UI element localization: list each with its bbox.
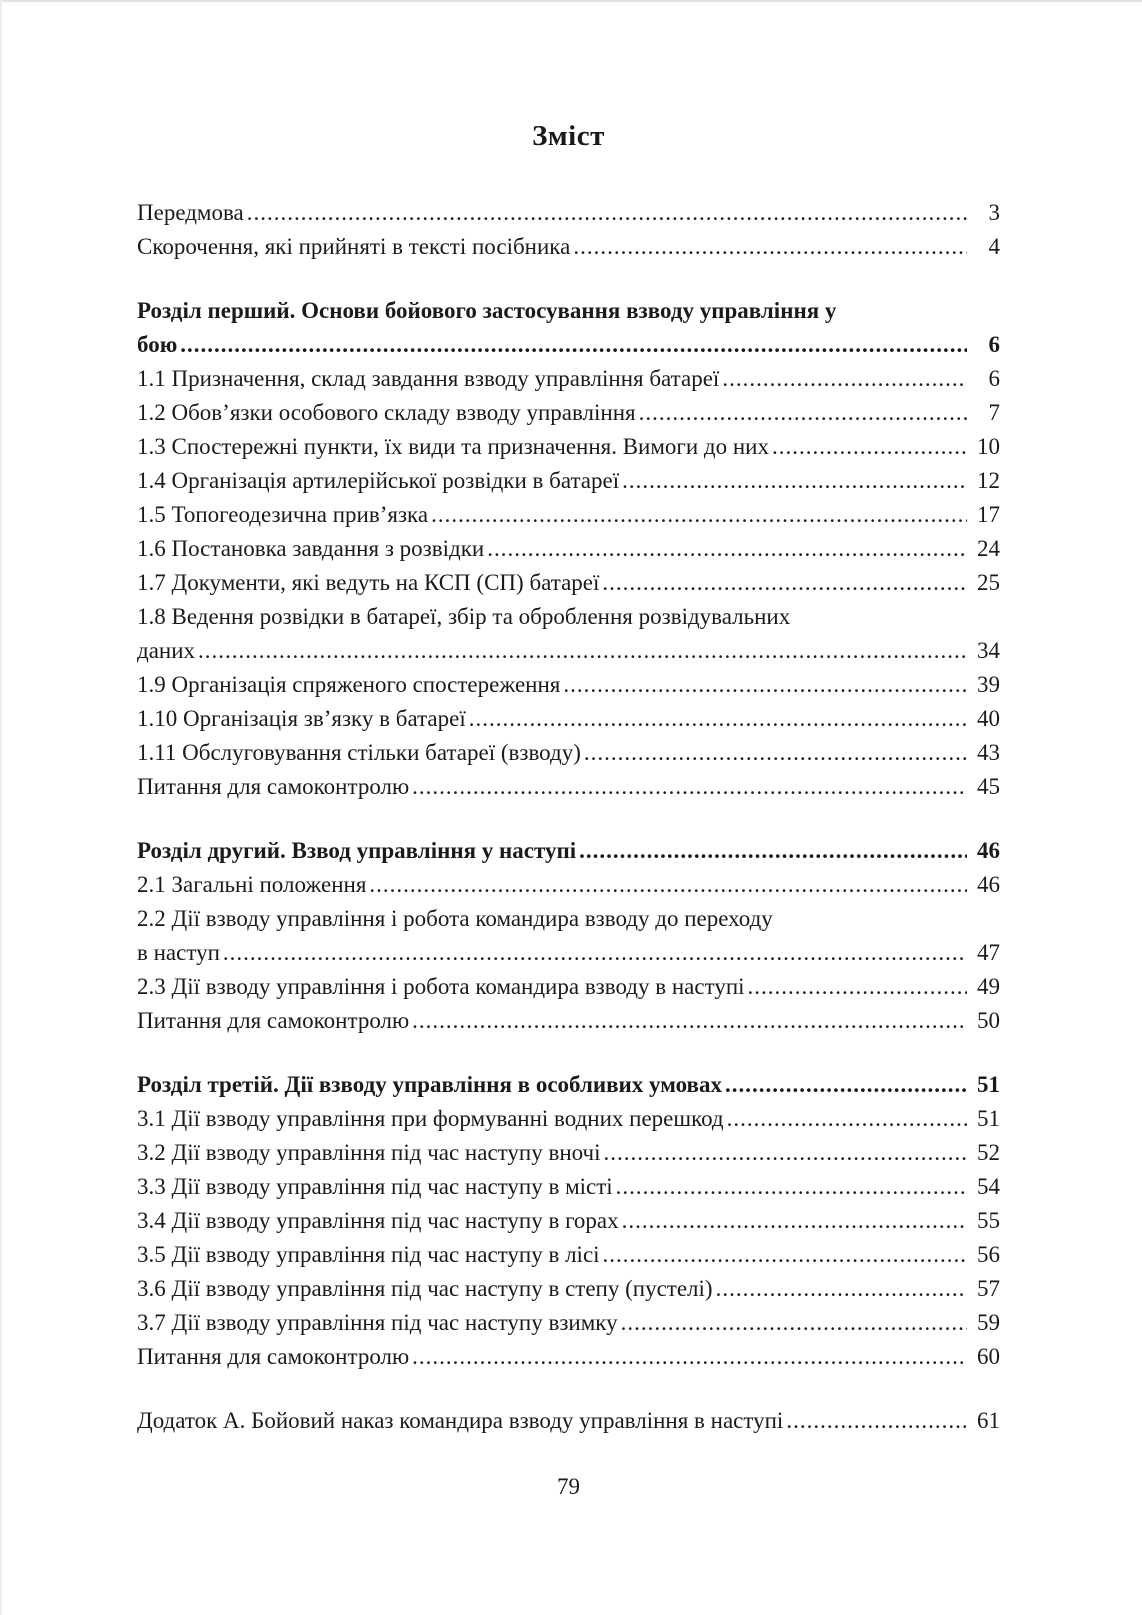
toc-entry-text: бою [137,332,178,357]
dot-leader [722,1068,967,1102]
toc-entry-text: 3.1 Дії взводу управління при формуванні водних перешкод [137,1106,724,1131]
toc-entry-text: 2.3 Дії взводу управління і робота командира взводу в наступі [137,974,745,999]
dot-leader [195,634,967,668]
dot-leader [783,1404,967,1438]
toc-entry [137,902,1000,936]
toc-entry [137,230,1000,264]
toc-entry-page: 40 [977,706,1000,731]
toc-entry-page: 45 [977,774,1000,799]
toc-entry [137,396,1000,430]
toc-entry-text: 1.4 Організація артилерійської розвідки в батареї [137,468,620,493]
dot-leader [560,668,967,702]
dot-leader [177,328,967,362]
toc-entry-text: 1.3 Спостережні пункти, їх види та призначення. Вимоги до них [137,434,769,459]
toc-entry [137,1404,1000,1438]
toc-entry-page: 59 [977,1310,1000,1335]
toc-entry-page: 54 [977,1174,1000,1199]
dot-leader [466,702,967,736]
toc-entry-text: 1.11 Обслуговування стільки батареї (взводу) [137,740,581,765]
toc-entry-page: 50 [977,1008,1000,1033]
toc-entry-page: 61 [977,1408,1000,1433]
toc-entry-page: 57 [977,1276,1000,1301]
dot-leader [618,1306,967,1340]
toc-entry-page: 43 [977,740,1000,765]
toc-entry [137,498,1000,532]
scan-edge-top [0,0,1142,2]
toc-entry-text: Передмова [137,200,244,225]
toc-entry-text: в наступ [137,940,220,965]
dot-leader [613,1170,967,1204]
dot-leader [409,1004,967,1038]
toc-entry-page: 56 [977,1242,1000,1267]
toc-entry [137,668,1000,702]
toc-entry [137,464,1000,498]
toc-entry-text: 1.8 Ведення розвідки в батареї, збір та оброблення розвідувальних [137,604,791,629]
toc-entry [137,1238,1000,1272]
toc-entry-page: 47 [977,940,1000,965]
toc-entry-page: 24 [977,536,1000,561]
page-number: 79 [557,1474,580,1499]
toc-entry-page: 10 [977,434,1000,459]
dot-leader [409,770,967,804]
dot-leader [636,396,967,430]
toc-entry-text: 1.10 Організація зв’язку в батареї [137,706,466,731]
dot-leader [619,464,967,498]
toc-entry-text: Розділ третій. Дії взводу управління в особливих умовах [137,1072,722,1097]
toc-entry-page: 25 [977,570,1000,595]
dot-leader [600,1238,967,1272]
toc-entry-text: 2.2 Дії взводу управління і робота командира взводу до переходу [137,906,773,931]
toc-entry-text: 1.5 Топогеодезична прив’язка [137,502,429,527]
toc-entry-text: 3.4 Дії взводу управління під час наступу в горах [137,1208,619,1233]
dot-leader [244,196,967,230]
toc-entry-page: 46 [977,838,1000,863]
toc-entry [137,600,1000,634]
toc-entry [137,1068,1000,1102]
toc-entry [137,970,1000,1004]
toc-entry-text: Питання для самоконтролю [137,774,410,799]
toc-entry-page: 60 [977,1344,1000,1369]
toc-entry-page: 51 [977,1072,1000,1097]
dot-leader [724,1102,967,1136]
toc-entry [137,566,1000,600]
toc-entry-text: 3.7 Дії взводу управління під час наступу взимку [137,1310,618,1335]
toc-entry-page: 55 [977,1208,1000,1233]
dot-leader [428,498,967,532]
toc-entry-page: 4 [988,234,1000,259]
toc-entry-text: даних [137,638,196,663]
toc-entry-text: Розділ другий. Взвод управління у наступі [137,838,577,863]
toc-entry-text: 1.7 Документи, які ведуть на КСП (СП) батареї [137,570,600,595]
toc-entry [137,1170,1000,1204]
toc-entry-text: 3.2 Дії взводу управління під час наступу вночі [137,1140,601,1165]
toc-entry-text: Скорочення, які прийняті в тексті посібника [137,234,571,259]
toc-entry-text: 3.5 Дії взводу управління під час наступу в лісі [137,1242,600,1267]
toc-entry-page: 6 [988,332,1000,357]
toc-entry-page: 39 [977,672,1000,697]
toc-entry-text: Розділ перший. Основи бойового застосування взводу управління у [137,298,837,323]
toc-entry [137,532,1000,566]
dot-leader [619,1204,967,1238]
toc-entry-text: Додаток А. Бойовий наказ командира взводу управління в наступі [137,1408,784,1433]
toc-entry-page: 52 [977,1140,1000,1165]
toc-entry-page: 46 [977,872,1000,897]
dot-leader [601,1136,968,1170]
toc-entry [137,294,1000,328]
toc-entry [137,634,1000,668]
toc-entry [137,196,1000,230]
toc-entry-page: 34 [977,638,1000,663]
toc-entry-text: 2.1 Загальні положення [137,872,367,897]
toc-entry-text: 1.2 Обов’язки особового складу взводу управління [137,400,636,425]
dot-leader [484,532,967,566]
toc-entry-page: 3 [988,200,1000,225]
toc-entry [137,1340,1000,1374]
dot-leader [220,936,967,970]
dot-leader [576,834,967,868]
dot-leader [409,1340,967,1374]
scan-edge-left [0,0,2,1615]
dot-leader [366,868,967,902]
toc-entry [137,430,1000,464]
dot-leader [769,430,967,464]
toc-entry [137,1102,1000,1136]
toc-entry [137,1204,1000,1238]
toc-entry [137,328,1000,362]
toc-entry [137,702,1000,736]
toc-entry [137,936,1000,970]
toc-entry-text: 1.1 Призначення, склад завдання взводу управління батареї [137,366,720,391]
toc-entry [137,834,1000,868]
page-title: Зміст [532,120,605,152]
toc-entry-page: 17 [977,502,1000,527]
toc-entry-page: 51 [977,1106,1000,1131]
toc-entry-page: 49 [977,974,1000,999]
toc-entry [137,868,1000,902]
toc-entry [137,736,1000,770]
toc-entry [137,1004,1000,1038]
dot-leader [570,230,967,264]
dot-leader [745,970,967,1004]
toc-entry [137,1136,1000,1170]
toc-entry-text: Питання для самоконтролю [137,1344,410,1369]
toc-entry-page: 6 [988,366,1000,391]
toc-entry [137,1306,1000,1340]
toc-entry-text: 1.6 Постановка завдання з розвідки [137,536,485,561]
toc-entry-page: 12 [977,468,1000,493]
toc-entry-text: 3.3 Дії взводу управління під час наступу в місті [137,1174,613,1199]
toc-entry-text: 1.9 Організація спряженого спостереження [137,672,561,697]
table-of-contents [137,196,1000,1438]
toc-entry [137,1272,1000,1306]
dot-leader [713,1272,967,1306]
dot-leader [581,736,967,770]
toc-entry-page: 7 [988,400,1000,425]
toc-entry [137,770,1000,804]
toc-entry-text: 3.6 Дії взводу управління під час наступу в степу (пустелі) [137,1276,713,1301]
dot-leader [599,566,967,600]
toc-entry [137,362,1000,396]
dot-leader [719,362,967,396]
toc-entry-text: Питання для самоконтролю [137,1008,410,1033]
